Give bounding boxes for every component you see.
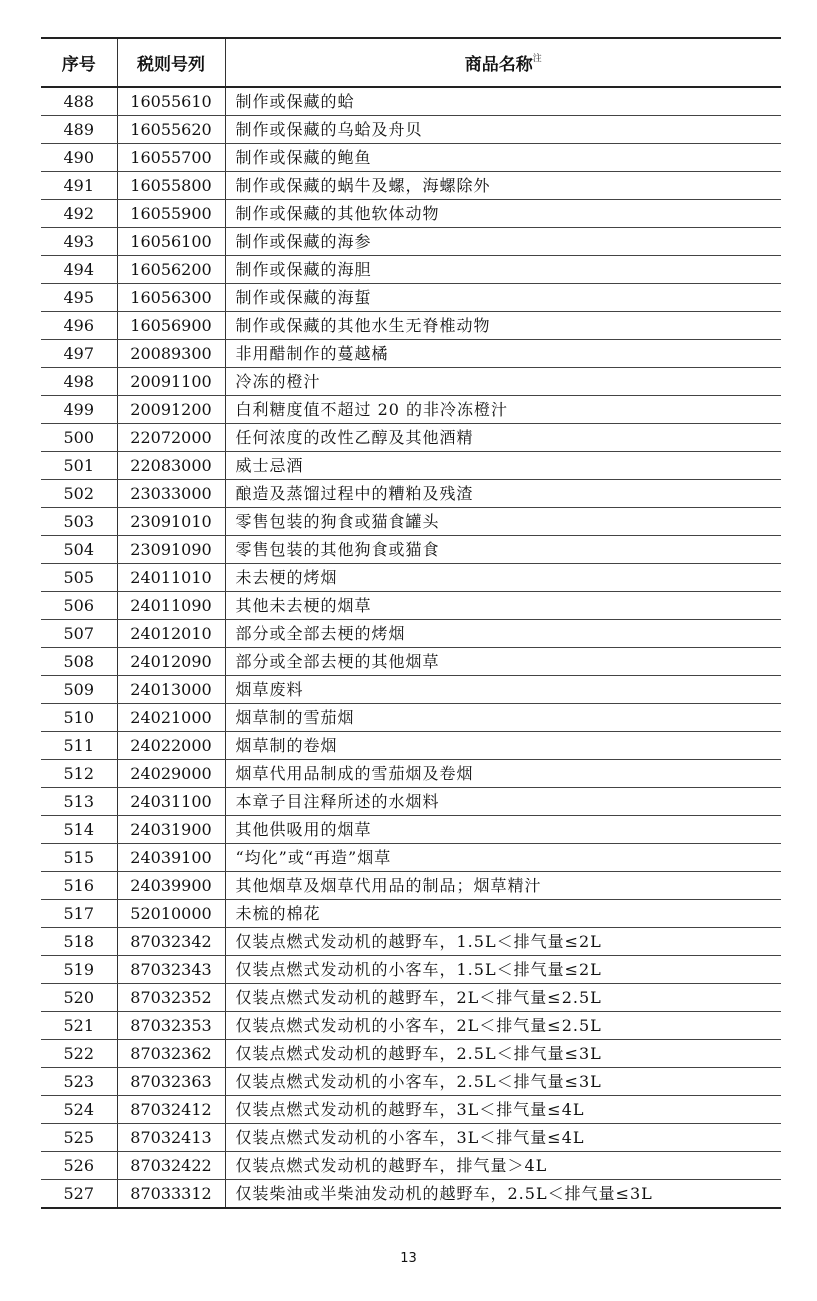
cell-code: 20091200 — [117, 396, 225, 424]
table-row — [41, 928, 781, 956]
table-row — [41, 508, 781, 536]
cell-seq: 518 — [41, 928, 117, 956]
cell-name: 制作或保藏的鲍鱼 — [225, 144, 781, 172]
cell-seq: 493 — [41, 228, 117, 256]
cell-code: 20089300 — [117, 340, 225, 368]
cell-code: 16055700 — [117, 144, 225, 172]
cell-code: 87032352 — [117, 984, 225, 1012]
table-row — [41, 452, 781, 480]
cell-seq: 494 — [41, 256, 117, 284]
cell-code: 52010000 — [117, 900, 225, 928]
cell-seq: 517 — [41, 900, 117, 928]
cell-code: 16056300 — [117, 284, 225, 312]
cell-code: 22083000 — [117, 452, 225, 480]
table-row — [41, 284, 781, 312]
table-row — [41, 536, 781, 564]
cell-name: 烟草制的雪茄烟 — [225, 704, 781, 732]
cell-code: 24011090 — [117, 592, 225, 620]
table-row — [41, 1068, 781, 1096]
cell-seq: 495 — [41, 284, 117, 312]
cell-code: 16055900 — [117, 200, 225, 228]
cell-seq: 499 — [41, 396, 117, 424]
header-name-note: 注 — [532, 54, 542, 64]
cell-seq: 521 — [41, 1012, 117, 1040]
table-row — [41, 844, 781, 872]
cell-code: 24012010 — [117, 620, 225, 648]
cell-name: 烟草废料 — [225, 676, 781, 704]
table-row — [41, 1152, 781, 1180]
table-row — [41, 592, 781, 620]
cell-seq: 519 — [41, 956, 117, 984]
cell-seq: 523 — [41, 1068, 117, 1096]
table-row — [41, 732, 781, 760]
table-header-row — [41, 38, 781, 87]
header-seq: 序号 — [41, 38, 117, 87]
cell-name: 仅装点燃式发动机的越野车，排气量＞4L — [225, 1152, 781, 1180]
cell-seq: 501 — [41, 452, 117, 480]
cell-code: 23033000 — [117, 480, 225, 508]
cell-name: 仅装点燃式发动机的小客车，3L＜排气量≤4L — [225, 1124, 781, 1152]
cell-code: 22072000 — [117, 424, 225, 452]
cell-name: 制作或保藏的其他水生无脊椎动物 — [225, 312, 781, 340]
cell-name: 其他未去梗的烟草 — [225, 592, 781, 620]
header-name-label: 商品名称 — [464, 55, 533, 75]
cell-name: “均化”或“再造”烟草 — [225, 844, 781, 872]
cell-seq: 506 — [41, 592, 117, 620]
tariff-table — [41, 37, 781, 1209]
cell-name: 制作或保藏的乌蛤及舟贝 — [225, 116, 781, 144]
cell-name: 冷冻的橙汁 — [225, 368, 781, 396]
cell-code: 87033312 — [117, 1180, 225, 1209]
cell-code: 24021000 — [117, 704, 225, 732]
cell-seq: 490 — [41, 144, 117, 172]
cell-name: 仅装点燃式发动机的越野车，2.5L＜排气量≤3L — [225, 1040, 781, 1068]
cell-code: 23091090 — [117, 536, 225, 564]
cell-name: 威士忌酒 — [225, 452, 781, 480]
cell-seq: 527 — [41, 1180, 117, 1209]
table-row — [41, 956, 781, 984]
cell-seq: 508 — [41, 648, 117, 676]
cell-name: 烟草制的卷烟 — [225, 732, 781, 760]
cell-code: 24031100 — [117, 788, 225, 816]
table-row — [41, 704, 781, 732]
table-row — [41, 87, 781, 116]
cell-seq: 509 — [41, 676, 117, 704]
table-row — [41, 480, 781, 508]
cell-name: 白利糖度值不超过 20 的非冷冻橙汁 — [225, 396, 781, 424]
cell-code: 87032343 — [117, 956, 225, 984]
page-number: 13 — [400, 1251, 417, 1266]
cell-code: 20091100 — [117, 368, 225, 396]
table-row — [41, 1012, 781, 1040]
cell-code: 16056200 — [117, 256, 225, 284]
cell-code: 16056100 — [117, 228, 225, 256]
cell-name: 部分或全部去梗的其他烟草 — [225, 648, 781, 676]
table-row — [41, 1040, 781, 1068]
cell-name: 其他烟草及烟草代用品的制品；烟草精汁 — [225, 872, 781, 900]
cell-seq: 522 — [41, 1040, 117, 1068]
cell-seq: 503 — [41, 508, 117, 536]
table-row — [41, 872, 781, 900]
table-row — [41, 1180, 781, 1209]
table-row — [41, 228, 781, 256]
table-row — [41, 200, 781, 228]
cell-name: 零售包装的狗食或猫食罐头 — [225, 508, 781, 536]
cell-seq: 507 — [41, 620, 117, 648]
cell-name: 本章子目注释所述的水烟料 — [225, 788, 781, 816]
cell-name: 仅装点燃式发动机的越野车，1.5L＜排气量≤2L — [225, 928, 781, 956]
cell-seq: 505 — [41, 564, 117, 592]
cell-code: 24013000 — [117, 676, 225, 704]
cell-seq: 492 — [41, 200, 117, 228]
cell-code: 87032342 — [117, 928, 225, 956]
cell-code: 24011010 — [117, 564, 225, 592]
cell-name: 酿造及蒸馏过程中的糟粕及残渣 — [225, 480, 781, 508]
cell-code: 24031900 — [117, 816, 225, 844]
cell-code: 24022000 — [117, 732, 225, 760]
cell-seq: 489 — [41, 116, 117, 144]
table-row — [41, 760, 781, 788]
cell-code: 16056900 — [117, 312, 225, 340]
table-row — [41, 900, 781, 928]
table-row — [41, 564, 781, 592]
cell-code: 87032362 — [117, 1040, 225, 1068]
table-row — [41, 256, 781, 284]
cell-seq: 491 — [41, 172, 117, 200]
cell-name: 仅装点燃式发动机的越野车，3L＜排气量≤4L — [225, 1096, 781, 1124]
table-row — [41, 1096, 781, 1124]
cell-code: 87032413 — [117, 1124, 225, 1152]
table-row — [41, 312, 781, 340]
cell-code: 87032412 — [117, 1096, 225, 1124]
cell-name: 烟草代用品制成的雪茄烟及卷烟 — [225, 760, 781, 788]
cell-seq: 516 — [41, 872, 117, 900]
table-row — [41, 676, 781, 704]
table-body — [41, 87, 781, 1208]
table-row — [41, 816, 781, 844]
table-row — [41, 424, 781, 452]
table-row — [41, 396, 781, 424]
table-row — [41, 368, 781, 396]
cell-name: 非用醋制作的蔓越橘 — [225, 340, 781, 368]
cell-seq: 496 — [41, 312, 117, 340]
table-row — [41, 1124, 781, 1152]
cell-seq: 511 — [41, 732, 117, 760]
cell-code: 16055620 — [117, 116, 225, 144]
cell-seq: 513 — [41, 788, 117, 816]
table-row — [41, 144, 781, 172]
cell-code: 24039900 — [117, 872, 225, 900]
cell-code: 87032363 — [117, 1068, 225, 1096]
table-row — [41, 788, 781, 816]
cell-seq: 520 — [41, 984, 117, 1012]
cell-name: 任何浓度的改性乙醇及其他酒精 — [225, 424, 781, 452]
cell-name: 未去梗的烤烟 — [225, 564, 781, 592]
cell-seq: 504 — [41, 536, 117, 564]
cell-seq: 498 — [41, 368, 117, 396]
cell-name: 制作或保藏的蜗牛及螺，海螺除外 — [225, 172, 781, 200]
cell-name: 制作或保藏的海胆 — [225, 256, 781, 284]
cell-seq: 488 — [41, 87, 117, 116]
cell-name: 制作或保藏的海蜇 — [225, 284, 781, 312]
cell-seq: 524 — [41, 1096, 117, 1124]
cell-seq: 500 — [41, 424, 117, 452]
cell-seq: 512 — [41, 760, 117, 788]
cell-code: 24039100 — [117, 844, 225, 872]
cell-code: 24029000 — [117, 760, 225, 788]
cell-seq: 497 — [41, 340, 117, 368]
cell-name: 部分或全部去梗的烤烟 — [225, 620, 781, 648]
cell-code: 87032353 — [117, 1012, 225, 1040]
cell-name: 仅装点燃式发动机的小客车，1.5L＜排气量≤2L — [225, 956, 781, 984]
cell-code: 16055610 — [117, 87, 225, 116]
cell-name: 制作或保藏的海参 — [225, 228, 781, 256]
cell-code: 24012090 — [117, 648, 225, 676]
cell-name: 未梳的棉花 — [225, 900, 781, 928]
table-row — [41, 620, 781, 648]
cell-seq: 502 — [41, 480, 117, 508]
cell-name: 零售包装的其他狗食或猫食 — [225, 536, 781, 564]
table-row — [41, 648, 781, 676]
cell-seq: 514 — [41, 816, 117, 844]
cell-name: 制作或保藏的蛤 — [225, 87, 781, 116]
cell-code: 23091010 — [117, 508, 225, 536]
cell-name: 制作或保藏的其他软体动物 — [225, 200, 781, 228]
cell-name: 仅装点燃式发动机的越野车，2L＜排气量≤2.5L — [225, 984, 781, 1012]
table-row — [41, 116, 781, 144]
table-row — [41, 340, 781, 368]
cell-name: 其他供吸用的烟草 — [225, 816, 781, 844]
cell-code: 16055800 — [117, 172, 225, 200]
cell-code: 87032422 — [117, 1152, 225, 1180]
cell-seq: 526 — [41, 1152, 117, 1180]
header-name — [225, 38, 781, 87]
header-code: 税则号列 — [117, 38, 225, 87]
cell-name: 仅装点燃式发动机的小客车，2L＜排气量≤2.5L — [225, 1012, 781, 1040]
cell-seq: 525 — [41, 1124, 117, 1152]
cell-name: 仅装柴油或半柴油发动机的越野车，2.5L＜排气量≤3L — [225, 1180, 781, 1209]
cell-name: 仅装点燃式发动机的小客车，2.5L＜排气量≤3L — [225, 1068, 781, 1096]
cell-seq: 510 — [41, 704, 117, 732]
cell-seq: 515 — [41, 844, 117, 872]
table-row — [41, 984, 781, 1012]
table-row — [41, 172, 781, 200]
